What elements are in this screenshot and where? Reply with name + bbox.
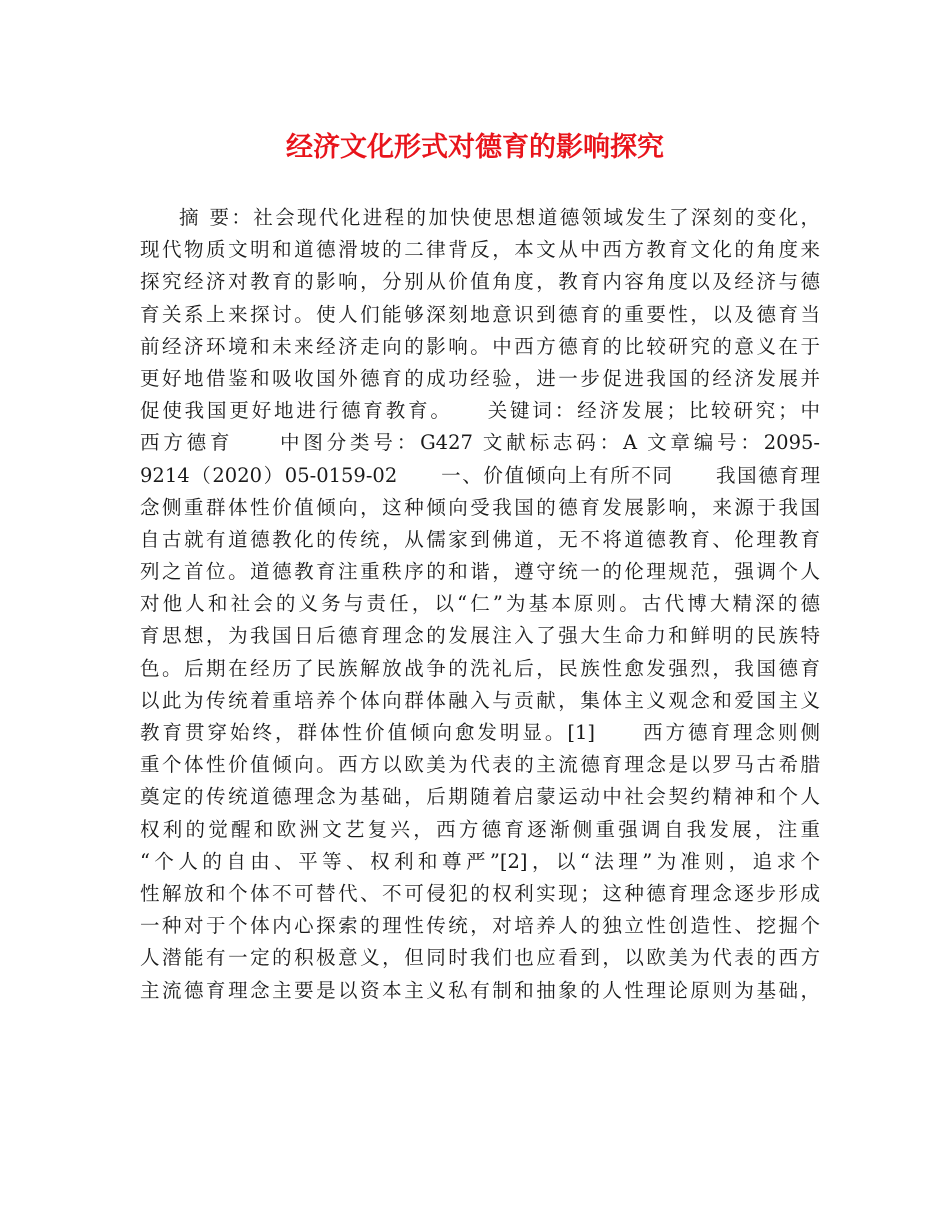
text-line: “个人的自由、平等、权利和尊严”[2]，以“法理”为准则，追求个	[140, 849, 820, 873]
text-line: 重个体性价值倾向。西方以欧美为代表的主流德育理念是以罗马古希腊	[140, 753, 820, 777]
text-line: 对他人和社会的义务与责任，以“仁”为基本原则。古代博大精深的德	[140, 592, 820, 616]
text-line: 促使我国更好地进行德育教育。 关键词：经济发展；比较研究；中	[140, 399, 820, 423]
text-line: 人潜能有一定的积极意义，但同时我们也应看到，以欧美为代表的西方	[140, 946, 820, 970]
text-line: 西方德育 中图分类号：G427 文献标志码：A 文章编号：2095-	[140, 431, 820, 455]
text-line: 前经济环境和未来经济走向的影响。中西方德育的比较研究的意义在于	[140, 334, 820, 358]
text-line: 更好地借鉴和吸收国外德育的成功经验，进一步促进我国的经济发展并	[140, 366, 820, 390]
text-line: 探究经济对教育的影响，分别从价值角度，教育内容角度以及经济与德	[140, 270, 820, 294]
document-title: 经济文化形式对德育的影响探究	[286, 132, 664, 163]
text-line: 自古就有道德教化的传统，从儒家到佛道，无不将道德教育、伦理教育	[140, 527, 820, 551]
text-line: 性解放和个体不可替代、不可侵犯的权利实现；这种德育理念逐步形成	[140, 881, 820, 905]
text-line: 奠定的传统道德理念为基础，后期随着启蒙运动中社会契约精神和个人	[140, 785, 820, 809]
text-line: 主流德育理念主要是以资本主义私有制和抽象的人性理论原则为基础，	[140, 978, 820, 1002]
text-line: 现代物质文明和道德滑坡的二律背反，本文从中西方教育文化的角度来	[140, 238, 820, 262]
text-line: 列之首位。道德教育注重秩序的和谐，遵守统一的伦理规范，强调个人	[140, 560, 820, 584]
text-line: 权利的觉醒和欧洲文艺复兴，西方德育逐渐侧重强调自我发展，注重	[140, 817, 820, 841]
text-line: 育关系上来探讨。使人们能够深刻地意识到德育的重要性，以及德育当	[140, 302, 820, 326]
text-line: 以此为传统着重培养个体向群体融入与贡献，集体主义观念和爱国主义	[140, 688, 820, 712]
text-line: 色。后期在经历了民族解放战争的洗礼后，民族性愈发强烈，我国德育	[140, 656, 820, 680]
text-line: 摘 要：社会现代化进程的加快使思想道德领域发生了深刻的变化，	[179, 206, 820, 229]
body-paragraph	[140, 202, 820, 1007]
text-line: 教育贯穿始终，群体性价值倾向愈发明显。[1] 西方德育理念则侧	[140, 721, 820, 744]
text-line: 一种对于个体内心探索的理性传统，对培养人的独立性创造性、挖掘个	[140, 914, 820, 938]
text-line: 育思想，为我国日后德育理念的发展注入了强大生命力和鲜明的民族特	[140, 624, 820, 648]
text-line: 9214（2020）05-0159-02 一、价值倾向上有所不同 我国德育理	[140, 463, 820, 487]
text-line: 念侧重群体性价值倾向，这种倾向受我国的德育发展影响，来源于我国	[140, 495, 820, 519]
